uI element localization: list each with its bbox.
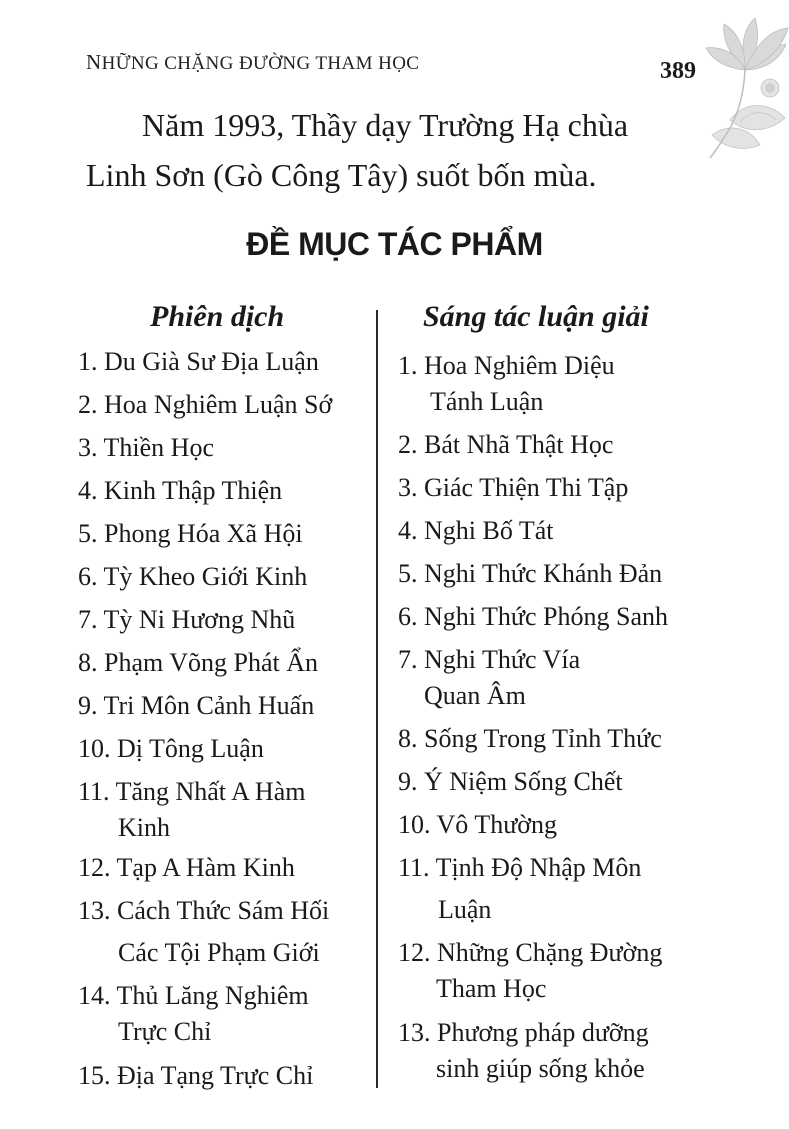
list-item-text: 11. Tăng Nhất A Hàm (78, 777, 306, 806)
list-item (398, 513, 554, 549)
list-item (398, 807, 557, 843)
list-item (78, 850, 295, 886)
list-item (78, 473, 282, 509)
column-divider (376, 310, 378, 1088)
list-item-text: 12. Những Chặng Đường (398, 938, 663, 967)
list-item-text: 1. Hoa Nghiêm Diệu (398, 351, 615, 380)
list-item (78, 516, 303, 552)
list-item-text: 4. Kinh Thập Thiện (78, 476, 283, 505)
list-item-continuation: Các Tội Phạm Giới (118, 938, 320, 967)
list-item (78, 387, 332, 423)
list-item (78, 602, 295, 638)
list-item (398, 556, 662, 592)
list-item-text: 9. Tri Môn Cảnh Huấn (78, 691, 315, 720)
list-item (398, 599, 668, 635)
list-item-text: 6. Nghi Thức Phóng Sanh (398, 602, 669, 631)
right-column-heading: Sáng tác luận giải (423, 300, 649, 333)
page-number: 389 (660, 58, 696, 84)
left-column-heading: Phiên dịch (150, 300, 285, 333)
list-item (78, 731, 264, 767)
list-item-continuation: Luận (438, 895, 492, 924)
list-item (78, 430, 214, 466)
list-item (78, 978, 309, 1050)
intro-paragraph (86, 100, 696, 200)
list-item-text: 12. Tạp A Hàm Kinh (78, 853, 295, 882)
list-item (78, 559, 307, 595)
list-item-continuation: Trực Chỉ (118, 1017, 212, 1046)
list-item-text: 10. Dị Tông Luận (78, 734, 264, 763)
list-item-text: 4. Nghi Bố Tát (398, 516, 554, 545)
list-item (78, 344, 319, 380)
list-item (78, 645, 318, 681)
list-item-text: 5. Nghi Thức Khánh Đản (398, 559, 663, 588)
list-item-text: 11. Tịnh Độ Nhập Môn (398, 853, 642, 882)
list-item-continuation: Kinh (118, 813, 170, 842)
section-title: ĐỀ MỤC TÁC PHẨM (246, 226, 543, 262)
lotus-ornament-icon (700, 10, 789, 160)
list-item (398, 721, 662, 757)
list-item (78, 893, 329, 971)
list-item-text: 8. Phạm Võng Phát Ẩn (78, 648, 319, 677)
list-item-text: 14. Thủ Lăng Nghiêm (78, 981, 309, 1010)
list-item-text: 15. Địa Tạng Trực Chỉ (78, 1061, 314, 1090)
list-item (78, 774, 305, 846)
list-item-text: 1. Du Già Sư Địa Luận (78, 347, 319, 376)
list-item (398, 642, 580, 714)
list-item-continuation: sinh giúp sống khỏe (436, 1054, 645, 1083)
list-item-text: 7. Tỳ Ni Hương Nhũ (78, 605, 296, 634)
list-item-text: 13. Phương pháp dưỡng (398, 1018, 649, 1047)
list-item-continuation: Quan Âm (424, 681, 526, 710)
list-item (398, 764, 623, 800)
list-item (398, 470, 628, 506)
list-item-continuation: Tham Học (436, 974, 547, 1003)
list-item (398, 850, 641, 928)
list-item-continuation: Tánh Luận (430, 387, 544, 416)
running-header-rest: HỮNG CHẶNG ĐƯỜNG THAM HỌC (101, 53, 420, 74)
list-item-text: 3. Thiền Học (78, 433, 214, 462)
list-item-text: 8. Sống Trong Tỉnh Thức (398, 724, 662, 753)
list-item-text: 3. Giác Thiện Thi Tập (398, 473, 629, 502)
list-item-text: 13. Cách Thức Sám Hối (78, 896, 330, 925)
running-header (86, 50, 419, 75)
list-item (78, 688, 314, 724)
list-item-text: 5. Phong Hóa Xã Hội (78, 519, 303, 548)
intro-line-2: Linh Sơn (Gò Công Tây) suốt bốn mùa. (86, 157, 597, 193)
list-item (78, 1058, 313, 1094)
list-item (398, 1015, 649, 1087)
list-item-text: 10. Vô Thường (398, 810, 558, 839)
running-header-initial: N (86, 50, 102, 74)
list-item-text: 2. Bát Nhã Thật Học (398, 430, 614, 459)
list-item (398, 348, 615, 420)
list-item-text: 2. Hoa Nghiêm Luận Sớ (78, 390, 333, 419)
list-item-text: 6. Tỳ Kheo Giới Kinh (78, 562, 308, 591)
list-item (398, 935, 662, 1007)
list-item-text: 9. Ý Niệm Sống Chết (398, 767, 623, 796)
list-item-text: 7. Nghi Thức Vía (398, 645, 581, 674)
list-item (398, 427, 613, 463)
intro-line-1: Năm 1993, Thầy dạy Trường Hạ chùa (142, 107, 629, 143)
